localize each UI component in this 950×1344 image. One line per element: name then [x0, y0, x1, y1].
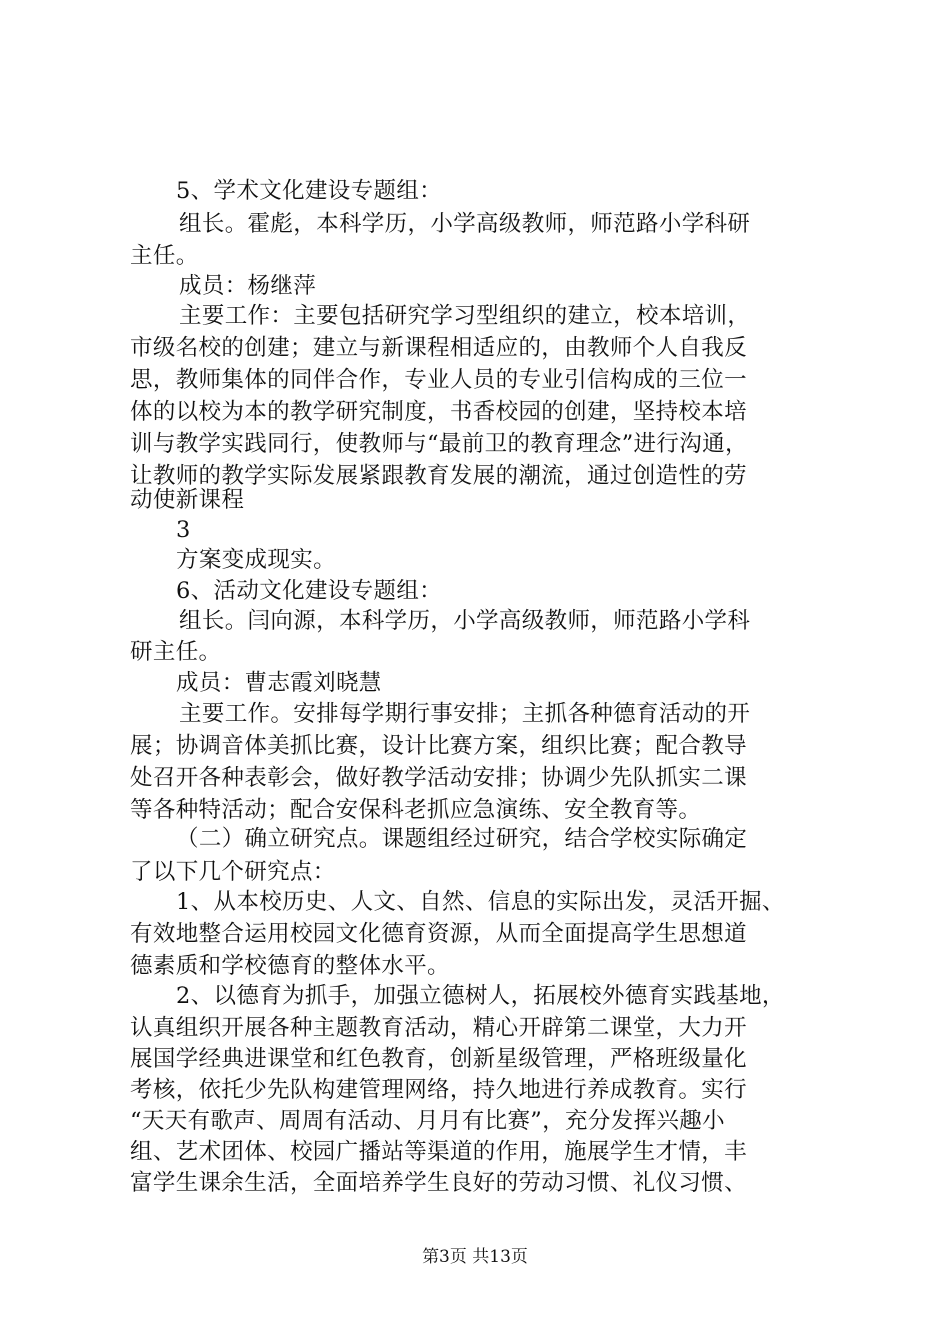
- paragraph-line: 方案变成现实。: [176, 547, 336, 573]
- paragraph-line: “天天有歌声、周周有活动、月月有比赛”，充分发挥兴趣小: [130, 1108, 725, 1134]
- paragraph-line: 处召开各种表彰会，做好教学活动安排；协调少先队抓实二课: [130, 765, 747, 791]
- paragraph-line: （二）确立研究点。课题组经过研究，结合学校实际确定: [176, 826, 748, 852]
- paragraph-line: 认真组织开展各种主题教育活动，精心开辟第二课堂，大力开: [130, 1015, 747, 1041]
- paragraph-line: 组长。闫向源，本科学历，小学高级教师，师范路小学科: [179, 608, 751, 634]
- paragraph-line: 动使新课程: [130, 487, 245, 513]
- page-footer: 第3页 共13页: [422, 1247, 528, 1267]
- paragraph-line: 成员：曹志霞刘晓慧: [176, 670, 382, 696]
- paragraph-line: 德素质和学校德育的整体水平。: [130, 953, 450, 979]
- paragraph-line: 考核，依托少先队构建管理网络，持久地进行养成教育。实行: [130, 1077, 747, 1103]
- paragraph-line: 2、以德育为抓手，加强立德树人，拓展校外德育实践基地，: [176, 983, 785, 1009]
- paragraph-line: 市级名校的创建；建立与新课程相适应的，由教师个人自我反: [130, 335, 747, 361]
- paragraph-line: 主要工作：主要包括研究学习型组织的建立，校本培训，: [179, 303, 751, 329]
- paragraph-line: 5、学术文化建设专题组：: [176, 178, 443, 204]
- paragraph-line: 组、艺术团体、校园广播站等渠道的作用，施展学生才情，丰: [130, 1139, 747, 1165]
- paragraph-line: 展国学经典进课堂和红色教育，创新星级管理，严格班级量化: [130, 1046, 747, 1072]
- paragraph-line: 组长。霍彪，本科学历，小学高级教师，师范路小学科研: [179, 211, 751, 237]
- paragraph-line: 主任。: [130, 243, 199, 269]
- paragraph-line: 主要工作。安排每学期行事安排；主抓各种德育活动的开: [179, 701, 751, 727]
- paragraph-line: 富学生课余生活，全面培养学生良好的劳动习惯、礼仪习惯、: [130, 1170, 747, 1196]
- paragraph-line: 了以下几个研究点：: [130, 859, 336, 885]
- paragraph-line: 成员：杨继萍: [179, 273, 317, 299]
- paragraph-line: 训与教学实践同行，使教师与“最前卫的教育理念”进行沟通，: [130, 431, 748, 457]
- paragraph-line: 1、从本校历史、人文、自然、信息的实际出发，灵活开掘、: [176, 889, 785, 915]
- paragraph-line: 让教师的教学实际发展紧跟教育发展的潮流，通过创造性的劳: [130, 463, 747, 489]
- paragraph-line: 思，教师集体的同伴合作，专业人员的专业引信构成的三位一: [130, 367, 747, 393]
- page-number-inline: 3: [176, 517, 191, 543]
- paragraph-line: 等各种特活动；配合安保科老抓应急演练、安全教育等。: [130, 797, 702, 823]
- paragraph-line: 体的以校为本的教学研究制度，书香校园的创建，坚持校本培: [130, 399, 747, 425]
- paragraph-line: 展；协调音体美抓比赛，设计比赛方案，组织比赛；配合教导: [130, 733, 747, 759]
- paragraph-line: 有效地整合运用校园文化德育资源，从而全面提高学生思想道: [130, 921, 747, 947]
- paragraph-line: 6、活动文化建设专题组：: [176, 578, 443, 604]
- paragraph-line: 研主任。: [130, 639, 222, 665]
